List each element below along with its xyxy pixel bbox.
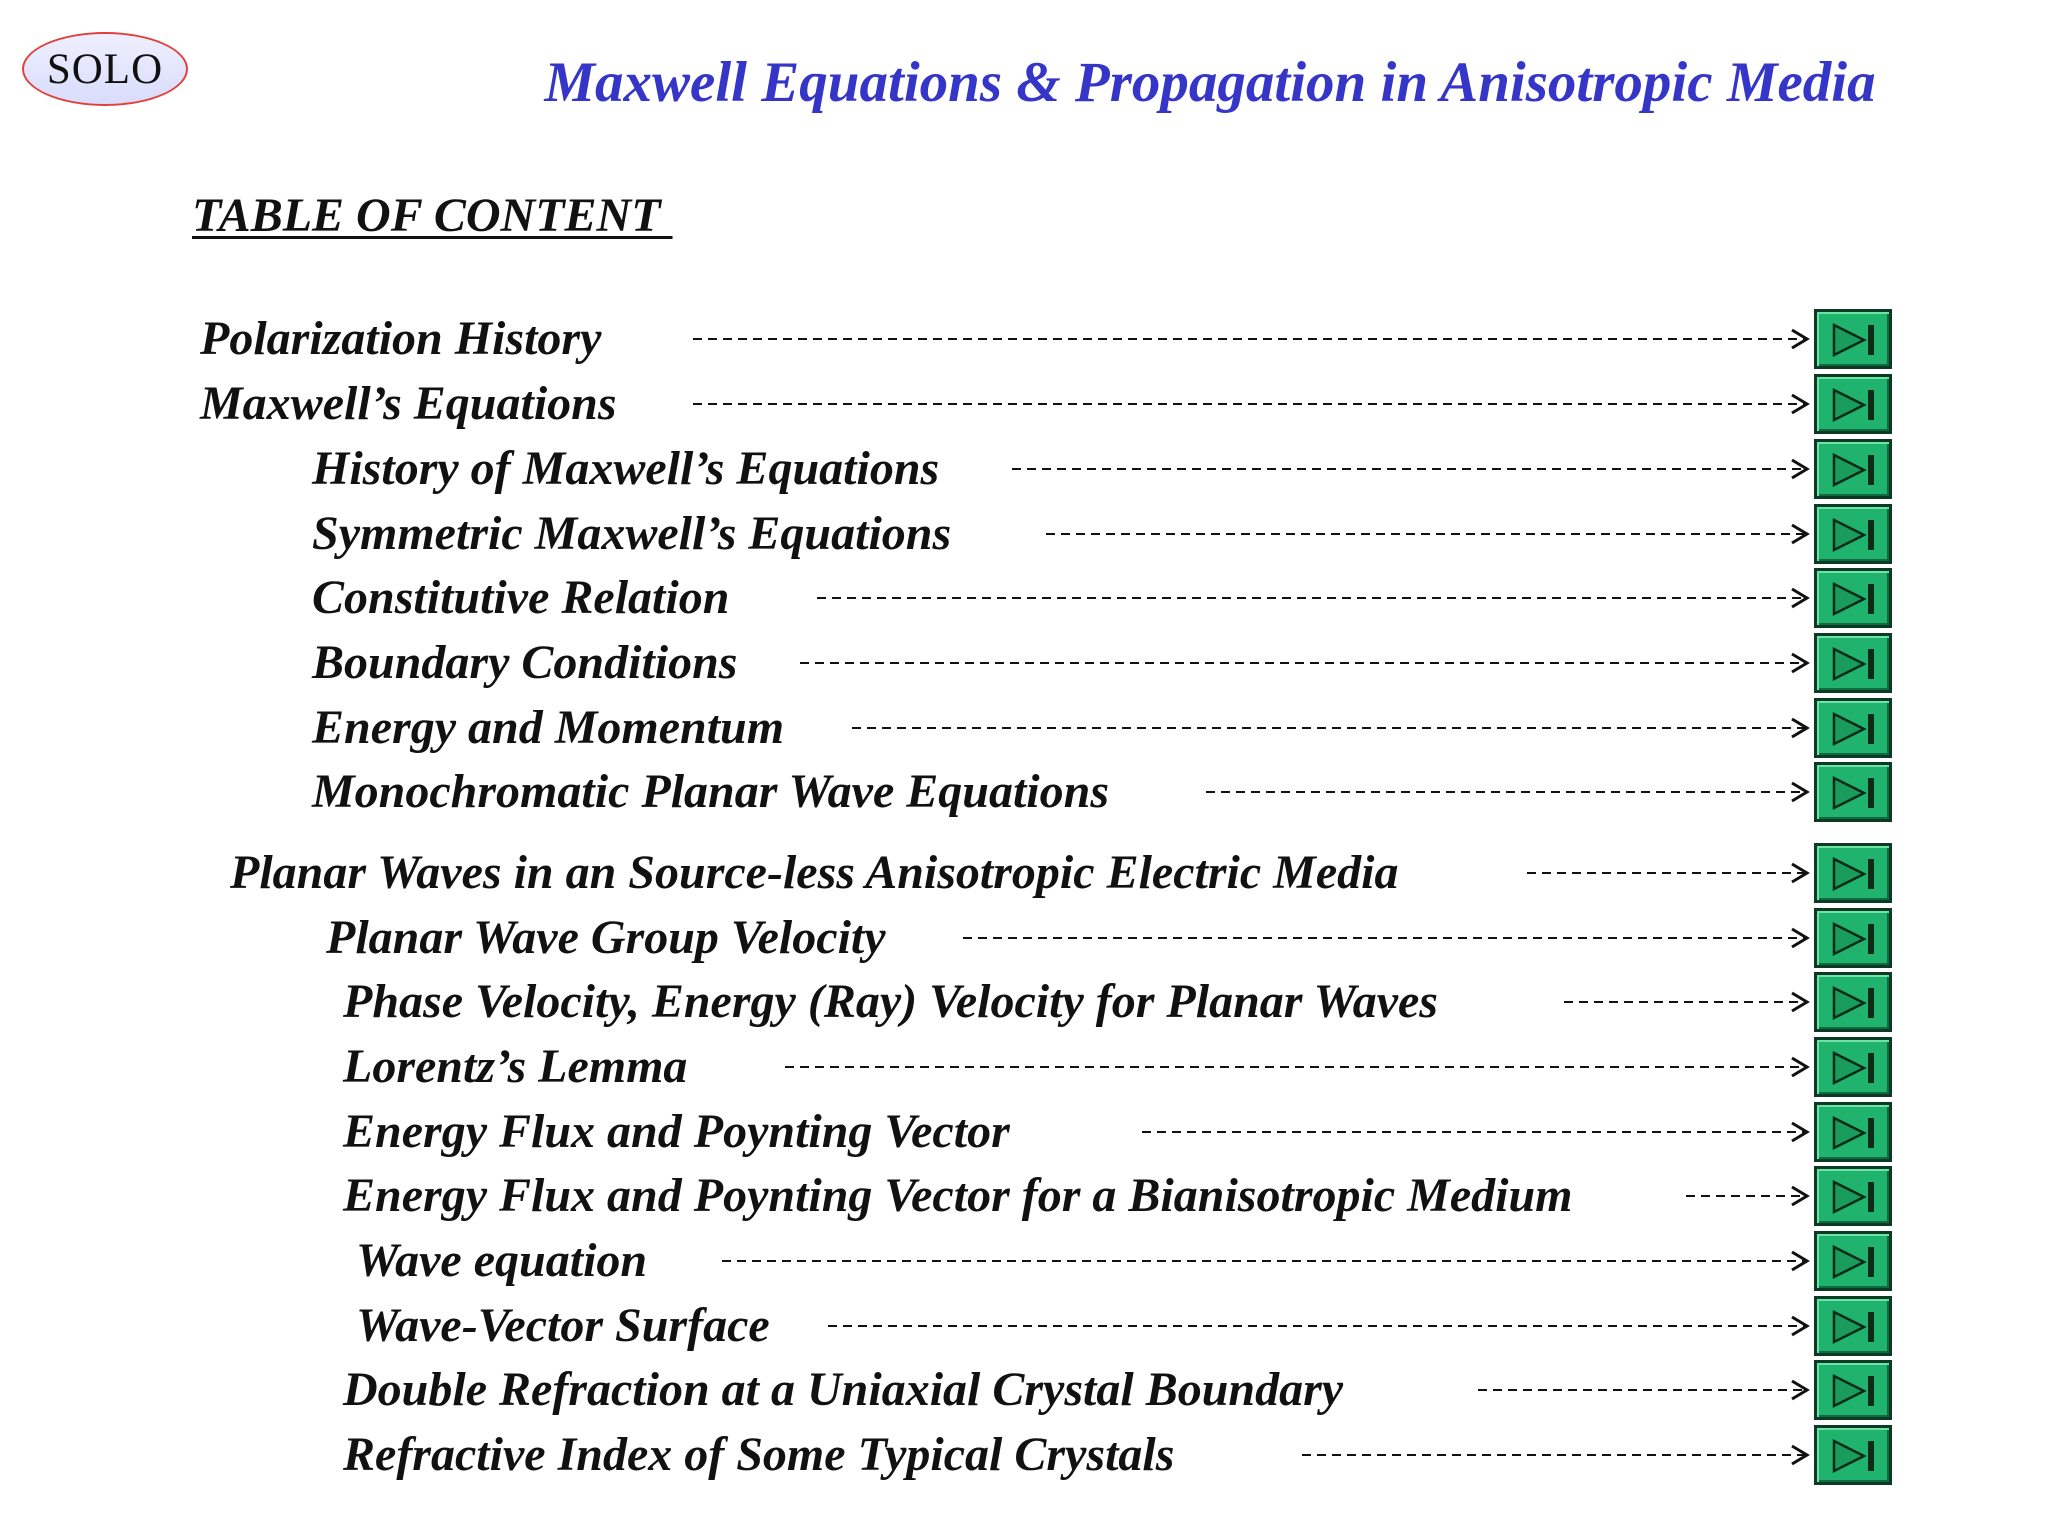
toc-row [0,307,2048,371]
toc-item-label[interactable]: Energy Flux and Poynting Vector [343,1105,1010,1158]
toc-row [0,1294,2048,1358]
play-next-icon [1831,452,1877,488]
go-to-section-button[interactable] [1814,972,1892,1032]
toc-item-label[interactable]: Wave equation [356,1234,648,1287]
go-to-section-button[interactable] [1814,374,1892,434]
go-to-section-button[interactable] [1814,439,1892,499]
dashed-leader-arrow [800,631,1810,695]
play-next-icon [1831,711,1877,747]
toc-item-label[interactable]: Symmetric Maxwell’s Equations [312,507,952,560]
go-to-section-button[interactable] [1814,1166,1892,1226]
toc-row [0,566,2048,630]
dashed-leader-arrow [722,1229,1810,1293]
dashed-leader-arrow [1686,1164,1810,1228]
toc-heading: TABLE OF CONTENT [192,189,673,242]
toc-item-label[interactable]: Boundary Conditions [312,636,738,689]
play-next-icon [1831,1244,1877,1280]
toc-row [0,760,2048,824]
go-to-section-button[interactable] [1814,698,1892,758]
play-next-icon [1831,985,1877,1021]
dashed-leader-arrow [693,307,1810,371]
play-next-icon [1831,646,1877,682]
dashed-leader-arrow [1206,760,1810,824]
go-to-section-button[interactable] [1814,504,1892,564]
toc-item-label[interactable]: Lorentz’s Lemma [343,1040,688,1093]
toc-item-label[interactable]: History of Maxwell’s Equations [312,442,940,495]
toc-item-label[interactable]: Constitutive Relation [312,571,730,624]
dashed-leader-arrow [852,696,1810,760]
go-to-section-button[interactable] [1814,762,1892,822]
toc-row [0,1229,2048,1293]
toc-row [0,502,2048,566]
dashed-leader-arrow [1478,1358,1810,1422]
dashed-leader-arrow [1142,1100,1810,1164]
go-to-section-button[interactable] [1814,633,1892,693]
go-to-section-button[interactable] [1814,843,1892,903]
go-to-section-button[interactable] [1814,309,1892,369]
toc-item-label[interactable]: Monochromatic Planar Wave Equations [312,765,1110,818]
play-next-icon [1831,921,1877,957]
toc-item-label[interactable]: Polarization History [200,312,602,365]
toc-item-label[interactable]: Planar Wave Group Velocity [326,911,886,964]
toc-item-label[interactable]: Wave-Vector Surface [356,1299,770,1352]
toc-row [0,1035,2048,1099]
dashed-leader-arrow [1046,502,1810,566]
logo-text: SOLO [46,45,164,93]
dashed-leader-arrow [693,372,1810,436]
play-next-icon [1831,775,1877,811]
go-to-section-button[interactable] [1814,1037,1892,1097]
toc-item-label[interactable]: Double Refraction at a Uniaxial Crystal Boundary [343,1363,1344,1416]
play-next-icon [1831,387,1877,423]
play-next-icon [1831,517,1877,553]
toc-row [0,906,2048,970]
play-next-icon [1831,1438,1877,1474]
dashed-leader-arrow [1527,841,1810,905]
toc-row [0,1423,2048,1487]
go-to-section-button[interactable] [1814,1360,1892,1420]
toc-row [0,372,2048,436]
go-to-section-button[interactable] [1814,1425,1892,1485]
toc-item-label[interactable]: Energy and Momentum [312,701,785,754]
dashed-leader-arrow [817,566,1810,630]
toc-item-label[interactable]: Planar Waves in an Source-less Anisotropic Electric Media [230,846,1399,899]
play-next-icon [1831,1050,1877,1086]
toc-row [0,696,2048,760]
slide-title: Maxwell Equations & Propagation in Anisotropic Media [544,51,1876,114]
dashed-leader-arrow [828,1294,1810,1358]
go-to-section-button[interactable] [1814,1102,1892,1162]
go-to-section-button[interactable] [1814,1231,1892,1291]
play-next-icon [1831,1309,1877,1345]
play-next-icon [1831,322,1877,358]
toc-item-label[interactable]: Energy Flux and Poynting Vector for a Bianisotropic Medium [343,1169,1573,1222]
toc-item-label[interactable]: Refractive Index of Some Typical Crystals [343,1428,1175,1481]
go-to-section-button[interactable] [1814,908,1892,968]
toc-row [0,437,2048,501]
dashed-leader-arrow [785,1035,1810,1099]
dashed-leader-arrow [1564,970,1810,1034]
play-next-icon [1831,856,1877,892]
go-to-section-button[interactable] [1814,1296,1892,1356]
play-next-icon [1831,581,1877,617]
play-next-icon [1831,1179,1877,1215]
dashed-leader-arrow [1012,437,1810,501]
play-next-icon [1831,1373,1877,1409]
toc-row [0,1358,2048,1422]
toc-row [0,1100,2048,1164]
toc-row [0,1164,2048,1228]
play-next-icon [1831,1115,1877,1151]
dashed-leader-arrow [1302,1423,1810,1487]
go-to-section-button[interactable] [1814,568,1892,628]
toc-item-label[interactable]: Phase Velocity, Energy (Ray) Velocity for Planar Waves [343,975,1438,1028]
toc-row [0,970,2048,1034]
dashed-leader-arrow [963,906,1810,970]
toc-item-label[interactable]: Maxwell’s Equations [200,377,617,430]
solo-logo [22,32,188,106]
toc-row [0,631,2048,695]
toc-row [0,841,2048,905]
